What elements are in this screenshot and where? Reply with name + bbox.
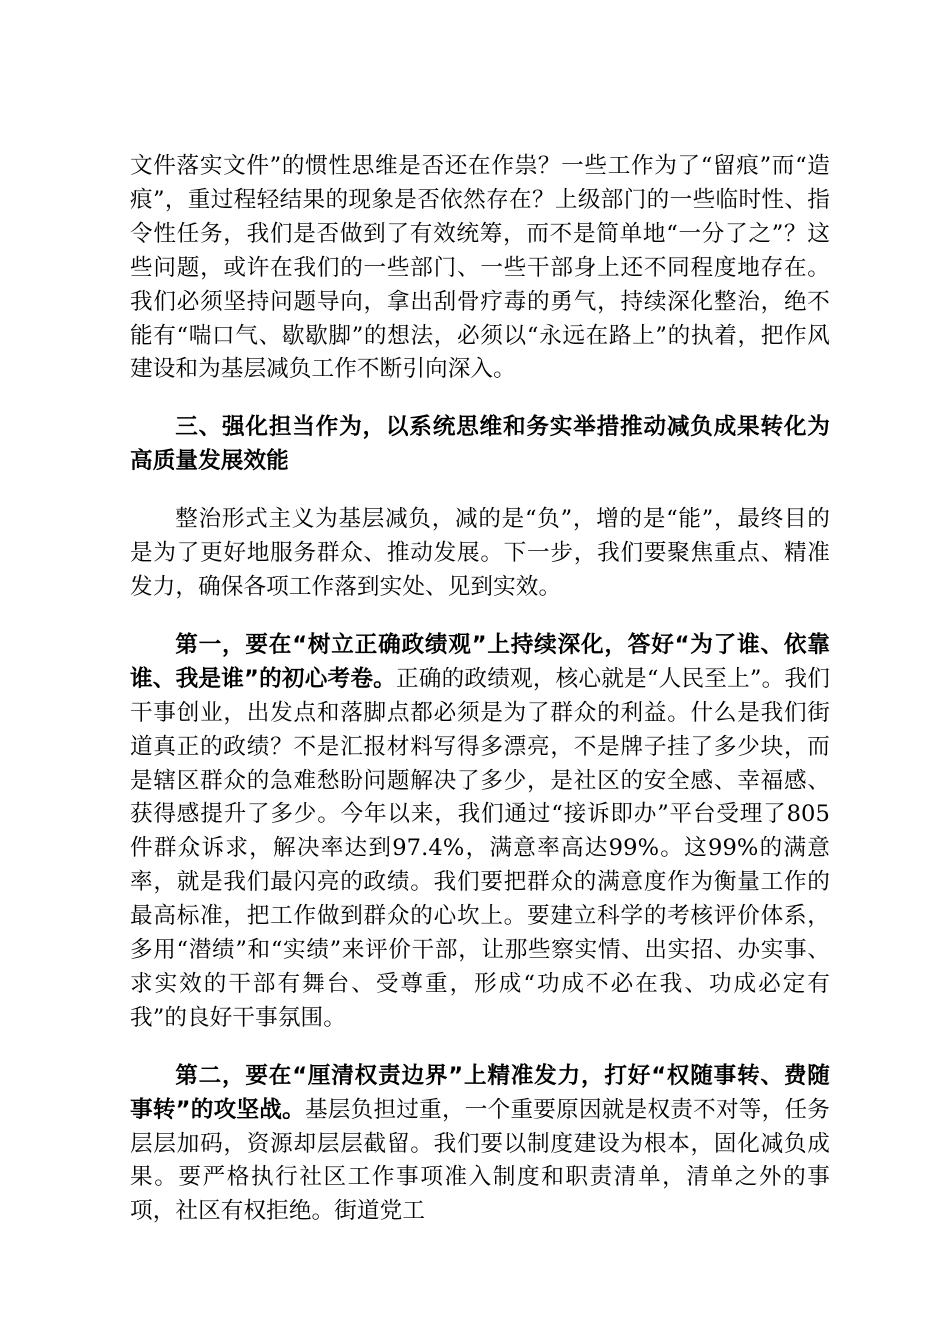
paragraph-point-two [130,1060,830,1230]
point-one-body: 正确的政绩观，核心就是“人民至上”。我们干事创业，出发点和落脚点都必须是为了群众的利益。什么是我们街道真正的政绩？不是汇报材料写得多漂亮，不是牌子挂了多少块，而是辖区群众的急难愁盼问题解决了多少，是社区的安全感、幸福感、获得感提升了多少。今年以来，我们通过“接诉即办”平台受理了805件群众诉求，解决率达到97.4%，满意率高达99%。这99%的满意率，就是我们最闪亮的政绩。我们要把群众的满意度作为衡量工作的最高标准，把工作做到群众的心坎上。要建立科学的考核评价体系，多用“潜绩”和“实绩”来评价干部，让那些察实情、出实招、办实事、求实效的干部有舞台、受尊重，形成“功成不必在我、功成必定有我”的良好干事氛围。 [130,665,830,1031]
paragraph-reduce-burden [130,503,830,605]
section-heading-three: 三、强化担当作为，以系统思维和务实举措推动减负成果转化为高质量发展效能 [130,414,830,475]
document-page [130,150,830,1229]
point-two-lead: 第二，要在“厘清权责边界”上精准发力，打好“权随事转、费随事转”的攻坚战。 [130,1062,830,1123]
paragraph-intro-continued: 文件落实文件”的惯性思维是否还在作祟？一些工作为了“留痕”而“造痕”，重过程轻结果的现象是否依然存在？上级部门的一些临时性、指令性任务，我们是否做到了有效统筹，而不是简单地“一分了之”？这些问题，或许在我们的一些部门、一些干部身上还不同程度地存在。我们必须坚持问题导向，拿出刮骨疗毒的勇气，持续深化整治，绝不能有“喘口气、歇歇脚”的想法，必须以“永远在路上”的执着，把作风建设和为基层减负工作不断引向深入。 [130,153,830,383]
paragraph-point-one [130,629,830,1036]
paragraph-reduce-burden-text: 整治形式主义为基层减负，减的是“负”，增的是“能”，最终目的是为了更好地服务群众、推动发展。下一步，我们要聚焦重点、精准发力，确保各项工作落到实处、见到实效。 [130,506,830,600]
point-two-body: 基层负担过重，一个重要原因就是权责不对等，任务层层加码，资源却层层截留。我们要以制度建设为根本，固化减负成果。要严格执行社区工作事项准入制度和职责清单，清单之外的事项，社区有权拒绝。街道党工 [130,1096,830,1225]
point-one-lead: 第一，要在“树立正确政绩观”上持续深化，答好“为了谁、依靠谁、我是谁”的初心考卷。 [130,631,830,692]
